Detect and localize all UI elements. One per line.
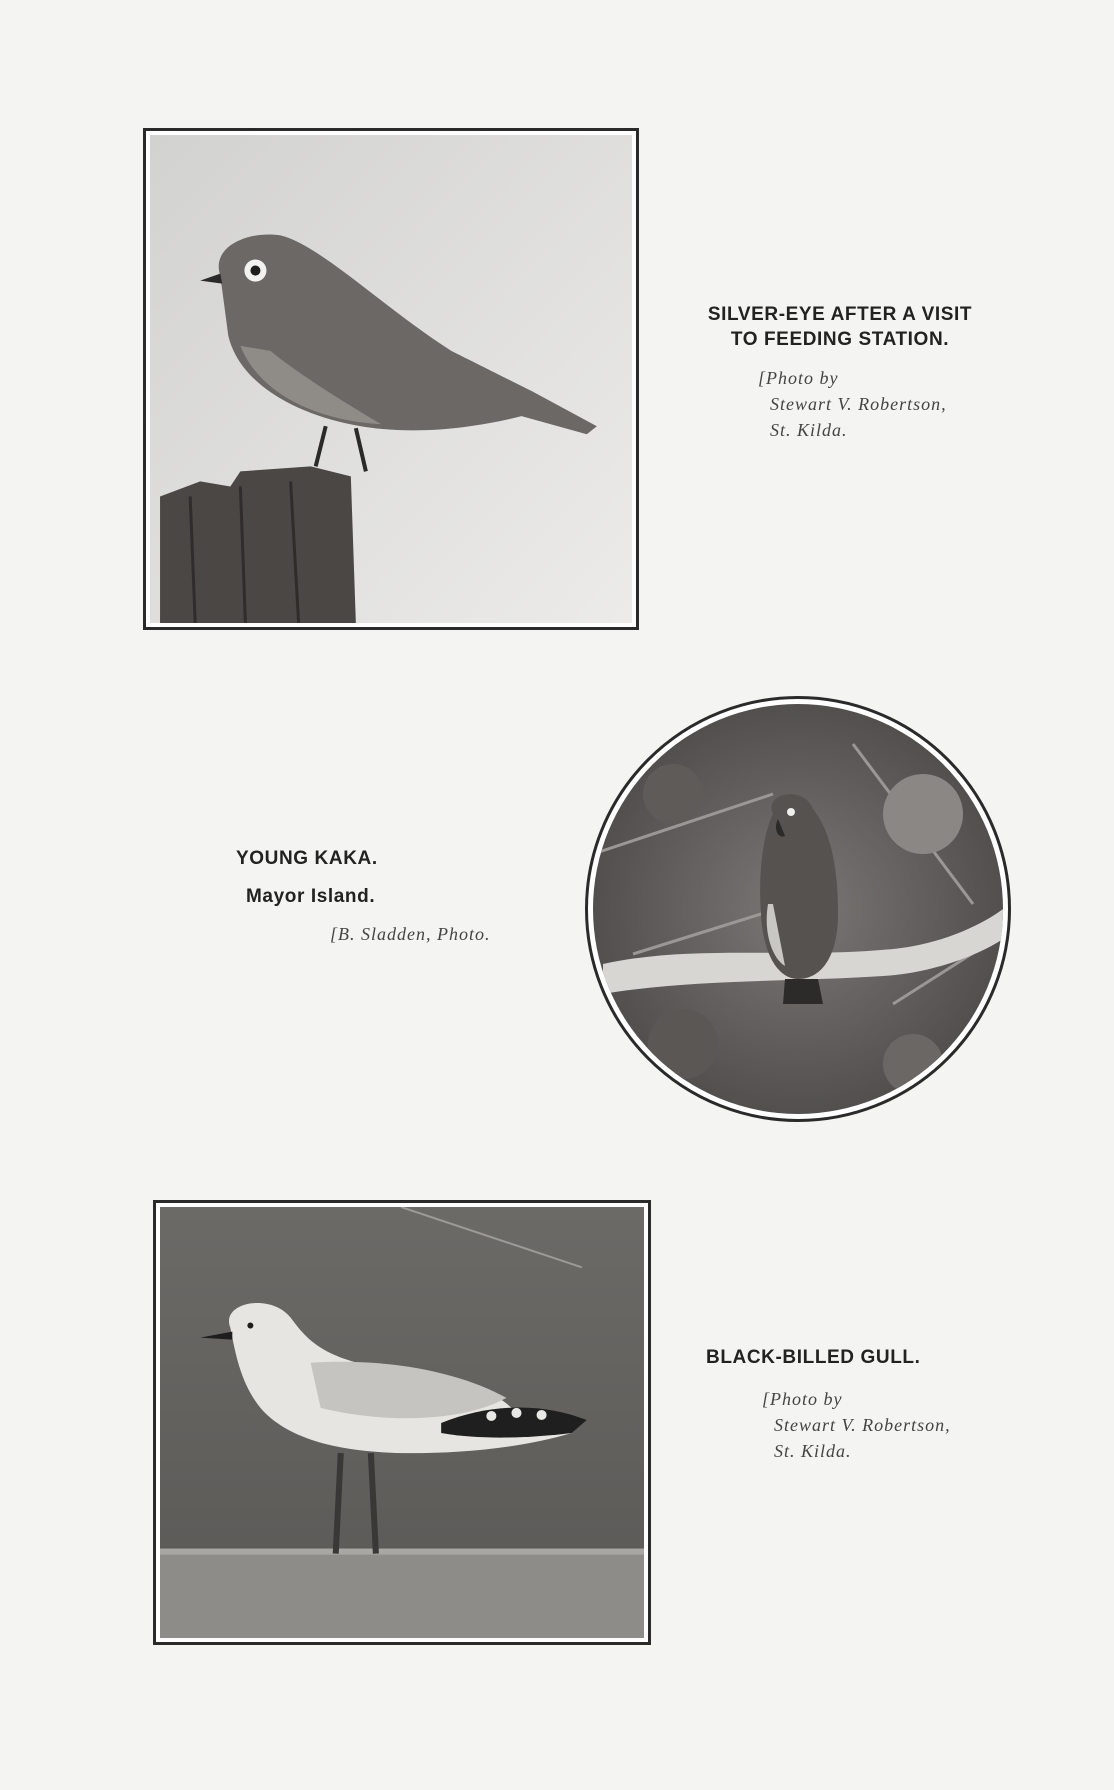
- silver-eye-title-line-1: SILVER-EYE AFTER A VISIT: [707, 304, 973, 325]
- kaka-subtitle: Mayor Island.: [246, 886, 376, 907]
- kaka-photo: [585, 696, 1011, 1122]
- silver-eye-credit-line-3: St. Kilda.: [770, 420, 848, 440]
- silver-eye-credit: [758, 365, 1058, 443]
- gull-credit-line-1: [Photo by: [762, 1389, 843, 1409]
- silver-eye-title-line-2: TO FEEDING STATION.: [730, 329, 950, 350]
- kaka-caption: [236, 846, 378, 871]
- silver-eye-caption: [660, 302, 1020, 352]
- gull-title: BLACK-BILLED GULL.: [706, 1347, 921, 1368]
- kaka-credit-line: [B. Sladden, Photo.: [330, 924, 491, 944]
- gull-credit: [762, 1386, 1062, 1464]
- kaka-credit: [330, 921, 491, 947]
- gull-credit-line-3: St. Kilda.: [774, 1441, 852, 1461]
- silver-eye-credit-line-1: [Photo by: [758, 368, 839, 388]
- silver-eye-credit-line-2: Stewart V. Robertson,: [770, 394, 947, 414]
- kaka-location: [246, 884, 375, 909]
- black-billed-gull-photo: [153, 1200, 651, 1645]
- kaka-title: YOUNG KAKA.: [236, 848, 378, 869]
- gull-caption: [706, 1345, 921, 1370]
- gull-credit-line-2: Stewart V. Robertson,: [774, 1415, 951, 1435]
- silver-eye-photo: [143, 128, 639, 630]
